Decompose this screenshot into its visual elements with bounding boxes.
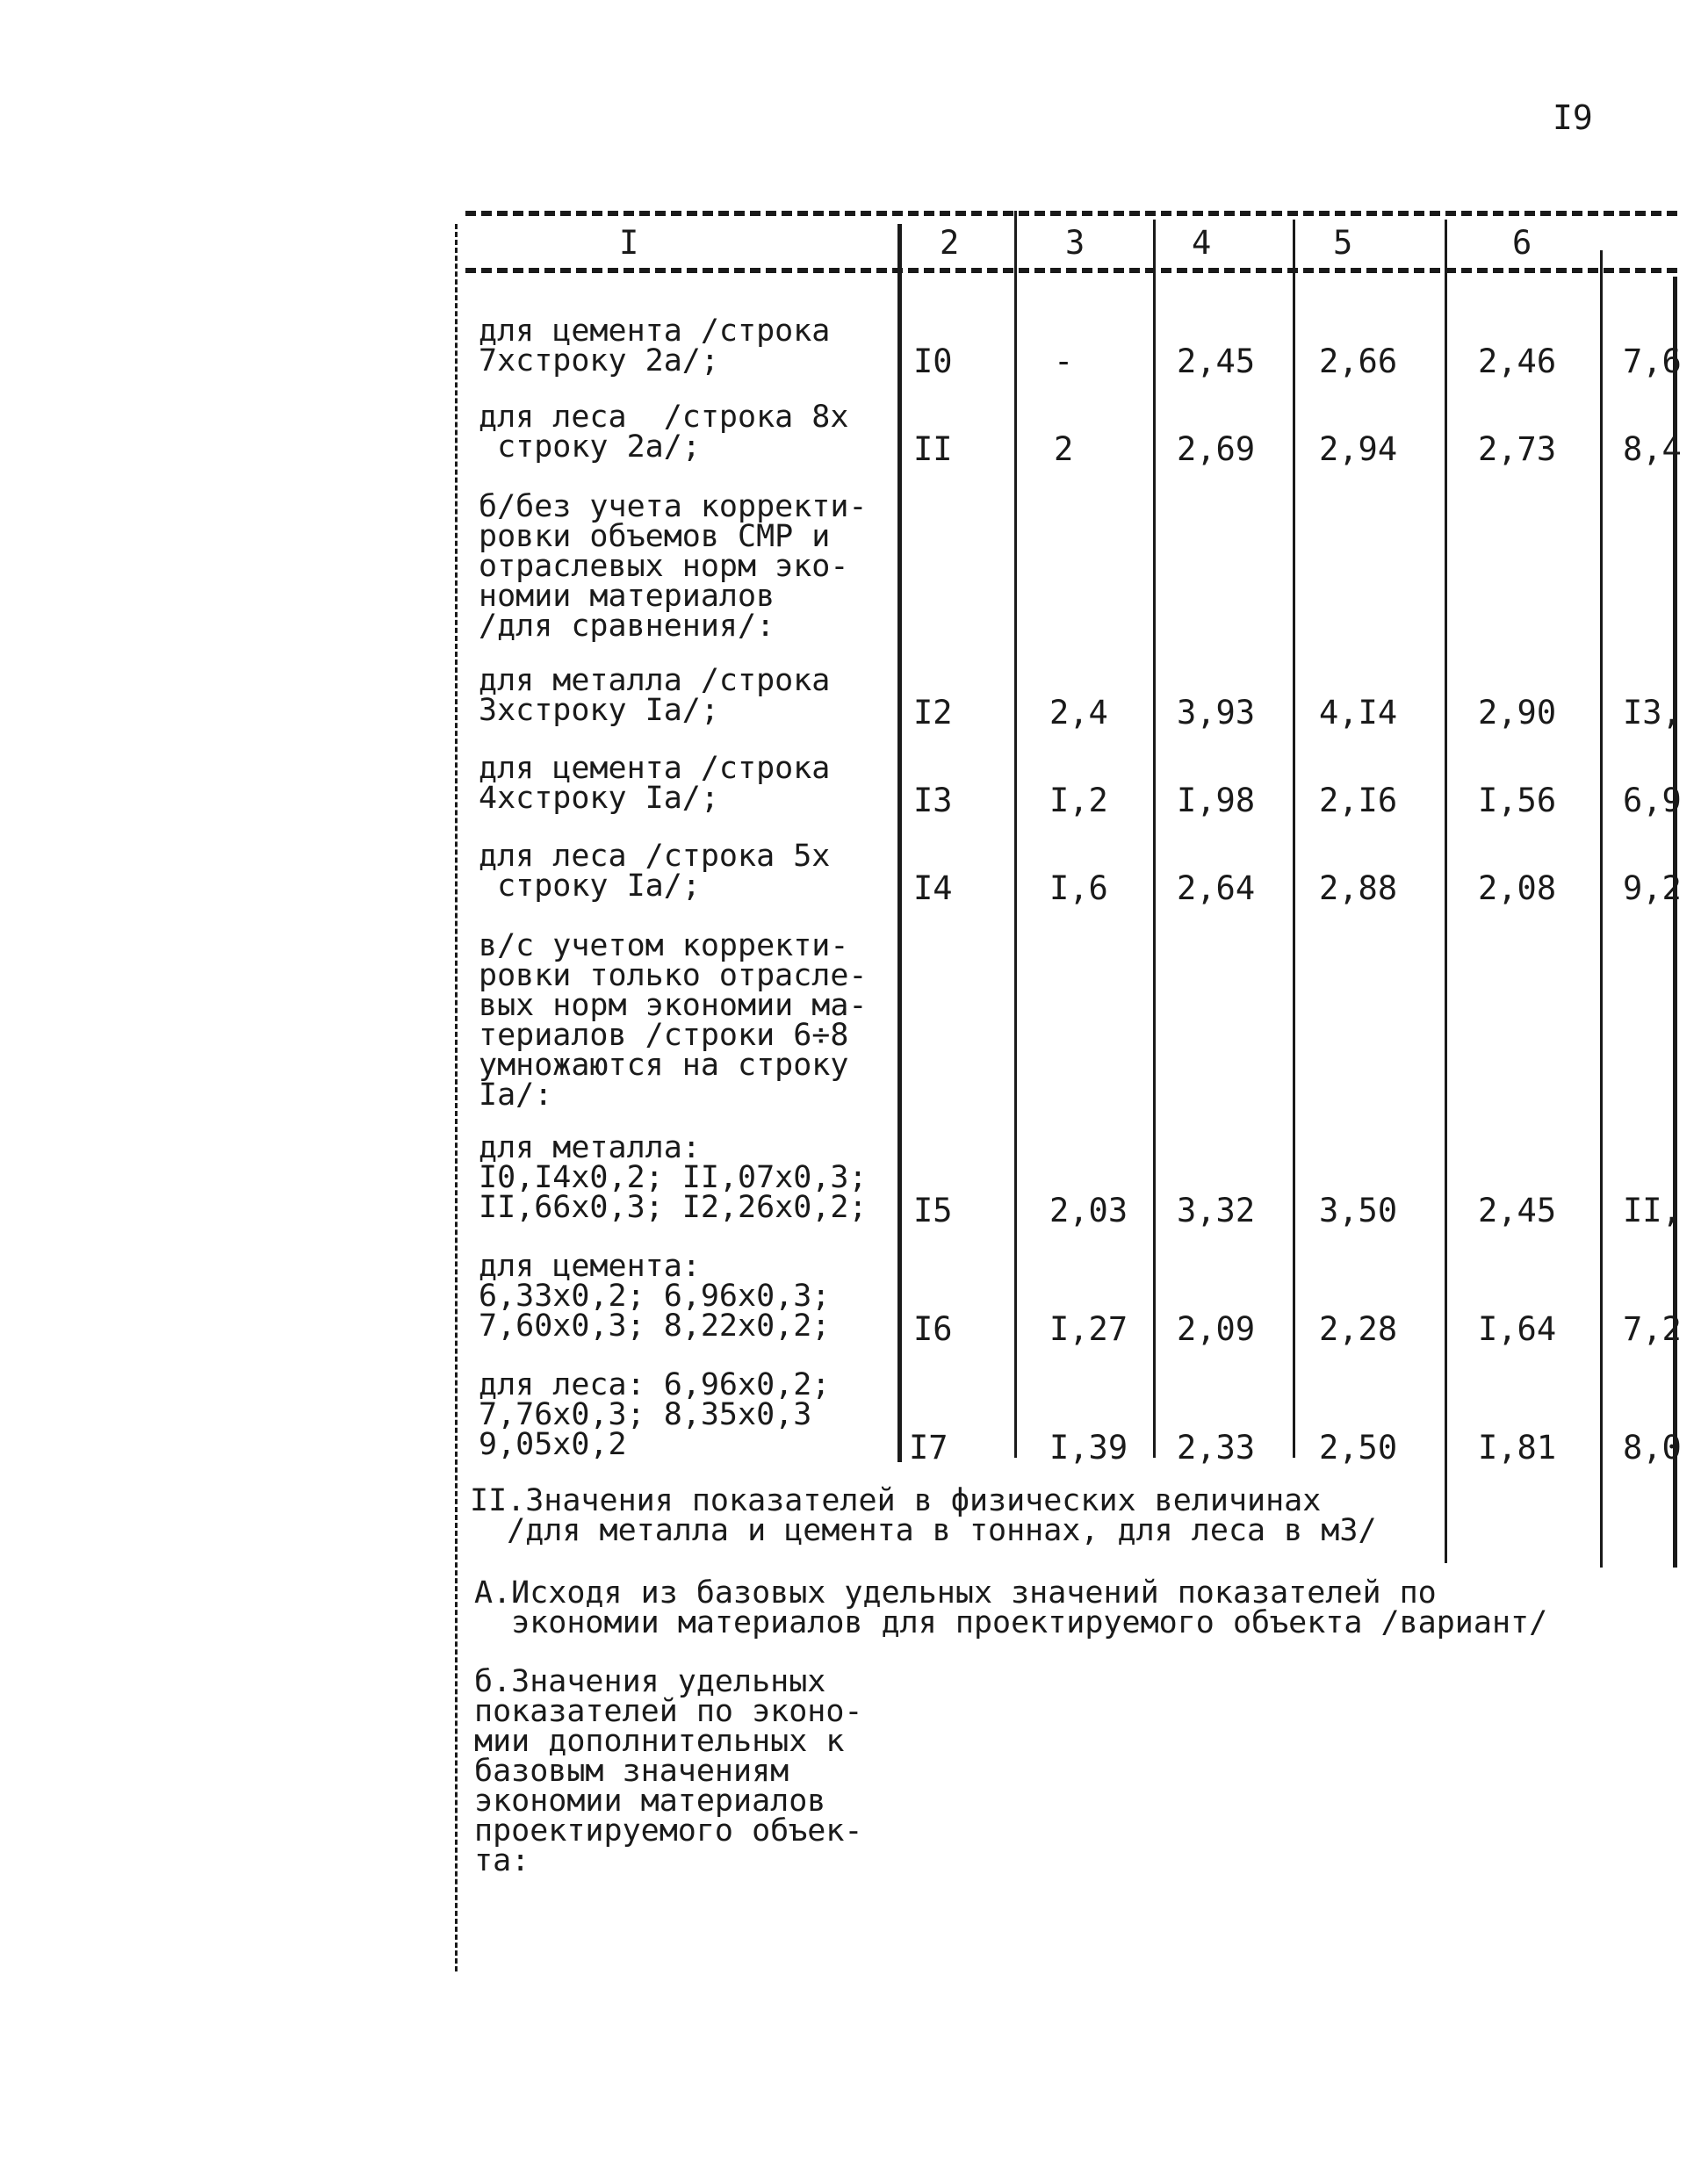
cell-col-5: 2,94	[1319, 430, 1398, 468]
cell-col-5: 3,50	[1319, 1192, 1398, 1229]
header-top-rule	[465, 211, 1677, 216]
cell-col-3: I,6	[1049, 869, 1108, 907]
cell-col-3: -	[1054, 342, 1074, 380]
cell-col-6: 2,90	[1478, 694, 1557, 732]
cell-col-3: I,2	[1049, 782, 1108, 819]
cell-col-5: 2,28	[1319, 1310, 1398, 1348]
cell-col-6: 2,46	[1478, 342, 1557, 380]
header-col-5: 5	[1333, 224, 1353, 262]
col-rule-2	[1014, 211, 1017, 1458]
col-rule-3	[1153, 220, 1156, 1458]
cell-col-4: 2,33	[1177, 1429, 1256, 1467]
cell-col-3: 2,4	[1049, 694, 1108, 732]
cell-col-6: 2,45	[1478, 1192, 1557, 1229]
section-ii-heading: II.Значения показателей в физических величинах /для металла и цемента в тоннах, для леса в м3/	[470, 1483, 1377, 1548]
cell-col-6: I,81	[1478, 1429, 1557, 1467]
cell-col-5: 4,I4	[1319, 694, 1398, 732]
cell-col-7: 6,9	[1623, 782, 1682, 819]
row-number: I7	[909, 1429, 948, 1467]
cell-col-3: 2,03	[1049, 1192, 1128, 1229]
cell-col-7: II,	[1623, 1192, 1682, 1229]
cell-col-6: I,64	[1478, 1310, 1557, 1348]
row-number: II	[913, 430, 953, 468]
cell-col-6: 2,73	[1478, 430, 1557, 468]
cell-col-4: 2,64	[1177, 869, 1256, 907]
cell-col-4: 2,69	[1177, 430, 1256, 468]
cell-col-7: 7,2	[1623, 1310, 1682, 1348]
cell-col-6: 2,08	[1478, 869, 1557, 907]
right-edge-rule	[1673, 277, 1677, 1568]
cell-col-3: I,39	[1049, 1429, 1128, 1467]
cell-col-6: I,56	[1478, 782, 1557, 819]
row-label: для леса: 6,96х0,2; 7,76х0,3; 8,35х0,3 9,05х0,2	[479, 1367, 831, 1462]
cell-col-7: 7,6	[1623, 342, 1682, 380]
page-number: I9	[1553, 98, 1593, 137]
section-a-heading: А.Исходя из базовых удельных значений показателей по экономии материалов для проектируемого объекта /вариант/	[474, 1575, 1548, 1640]
left-margin-rule	[455, 224, 458, 1971]
cell-col-4: I,98	[1177, 782, 1256, 819]
row-number: I3	[913, 782, 953, 819]
row-label: для цемента: 6,33х0,2; 6,96х0,3; 7,60х0,3; 8,22х0,2;	[479, 1249, 831, 1344]
cell-col-7: I3,	[1623, 694, 1682, 732]
header-col-4: 4	[1192, 224, 1212, 262]
row-label: б/без учета корректи- ровки объемов СМР и отраслевых норм эко- номии материалов /для сравнения/:	[479, 489, 868, 644]
row-label: для леса /строка 8х строку 2а/;	[479, 400, 849, 465]
cell-col-4: 2,45	[1177, 342, 1256, 380]
header-col-1: I	[619, 224, 639, 262]
header-col-3: 3	[1065, 224, 1085, 262]
row-number: I5	[913, 1192, 953, 1229]
col-rule-6	[1600, 250, 1603, 1568]
cell-col-4: 3,32	[1177, 1192, 1256, 1229]
cell-col-7: 8,4	[1623, 430, 1682, 468]
row-label: для леса /строка 5х строку Iа/;	[479, 839, 831, 904]
header-col-6: 6	[1512, 224, 1532, 262]
row-label: в/с учетом корректи- ровки только отрасле- вых норм экономии ма- териалов /строки 6÷8 умножаются на строку Iа/:	[479, 928, 868, 1113]
col-rule-4	[1293, 220, 1295, 1458]
section-b-heading: б.Значения удельных показателей по эконо- мии дополнительных к базовым значениям экономии материалов проектируемого объек- та:	[474, 1664, 863, 1878]
cell-col-3: 2	[1054, 430, 1074, 468]
cell-col-7: 8,0	[1623, 1429, 1682, 1467]
row-label: для металла: I0,I4х0,2; II,07х0,3; II,66х0,3; I2,26х0,2;	[479, 1130, 868, 1225]
cell-col-7: 9,2	[1623, 869, 1682, 907]
row-label: для цемента /строка 7хстроку 2а/;	[479, 314, 831, 378]
cell-col-5: 2,66	[1319, 342, 1398, 380]
row-label: для цемента /строка 4хстроку Iа/;	[479, 751, 831, 816]
row-number: I2	[913, 694, 953, 732]
row-number: I6	[913, 1310, 953, 1348]
row-number: I0	[913, 342, 953, 380]
col-rule-5	[1445, 220, 1447, 1563]
cell-col-3: I,27	[1049, 1310, 1128, 1348]
cell-col-5: 2,50	[1319, 1429, 1398, 1467]
cell-col-5: 2,88	[1319, 869, 1398, 907]
row-label: для металла /строка 3хстроку Iа/;	[479, 663, 831, 728]
header-bottom-rule	[465, 268, 1677, 273]
cell-col-4: 2,09	[1177, 1310, 1256, 1348]
col-rule-1	[897, 224, 902, 1462]
cell-col-5: 2,I6	[1319, 782, 1398, 819]
header-col-2: 2	[940, 224, 960, 262]
row-number: I4	[913, 869, 953, 907]
cell-col-4: 3,93	[1177, 694, 1256, 732]
